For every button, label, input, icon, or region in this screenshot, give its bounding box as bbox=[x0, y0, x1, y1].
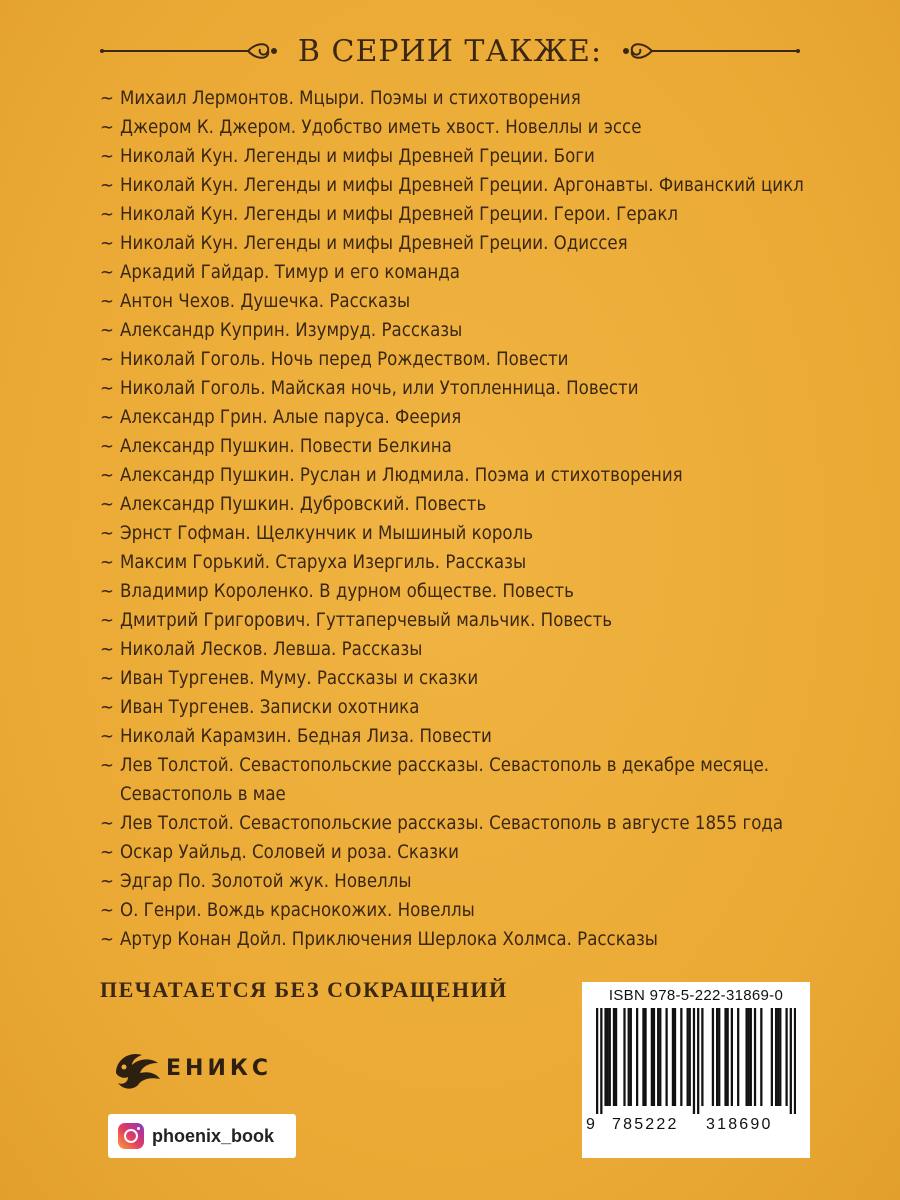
barcode-bar bbox=[636, 1008, 638, 1106]
barcode-bar bbox=[727, 1008, 729, 1106]
instagram-badge[interactable] bbox=[108, 1114, 296, 1158]
list-item: ~ О. Генри. Вождь краснокожих. Новеллы bbox=[100, 900, 475, 921]
barcode-bar bbox=[779, 1008, 781, 1106]
barcode-bar bbox=[642, 1008, 644, 1106]
list-item: ~ Эдгар По. Золотой жук. Новеллы bbox=[100, 871, 412, 892]
list-item: ~ Александр Пушкин. Дубровский. Повесть bbox=[100, 494, 487, 515]
barcode-bar bbox=[760, 1008, 762, 1106]
barcode-bar bbox=[712, 1008, 714, 1106]
barcode-bar bbox=[701, 1008, 703, 1106]
barcode-bar bbox=[777, 1008, 779, 1106]
instagram-handle: phoenix_book bbox=[152, 1125, 275, 1146]
list-item: ~ Александр Пушкин. Руслан и Людмила. Поэма и стихотворения bbox=[100, 465, 683, 486]
phoenix-bird-icon bbox=[108, 1043, 164, 1093]
barcode-bar bbox=[653, 1008, 655, 1106]
barcode-bar bbox=[607, 1008, 609, 1106]
list-item: ~ Иван Тургенев. Муму. Рассказы и сказки bbox=[100, 668, 479, 689]
barcode-bars bbox=[596, 1008, 796, 1114]
barcode-digits-right: 318690 bbox=[706, 1116, 773, 1133]
list-item: ~ Николай Кун. Легенды и мифы Древней Греции. Одиссея bbox=[100, 233, 628, 254]
list-item: ~ Эрнст Гофман. Щелкунчик и Мышиный король bbox=[100, 523, 534, 544]
barcode-bar bbox=[687, 1008, 689, 1106]
barcode-bar bbox=[693, 1008, 695, 1114]
list-item: ~ Александр Грин. Алые паруса. Феерия bbox=[100, 407, 462, 428]
list-item: ~ Лев Толстой. Севастопольские рассказы. Севастополь в августе 1855 года bbox=[100, 813, 784, 834]
barcode-bar bbox=[609, 1008, 611, 1106]
list-item: ~ Артур Конан Дойл. Приключения Шерлока Холмса. Рассказы bbox=[100, 929, 658, 950]
list-item: ~ Николай Кун. Легенды и мифы Древней Греции. Аргонавты. Фиванский цикл bbox=[100, 175, 804, 196]
list-item: ~ Иван Тургенев. Записки охотника bbox=[100, 697, 420, 718]
barcode-bar bbox=[651, 1008, 653, 1106]
list-item: ~ Владимир Короленко. В дурном обществе. Повесть bbox=[100, 581, 574, 602]
barcode-bar bbox=[630, 1008, 632, 1106]
barcode-bar bbox=[680, 1008, 682, 1106]
list-item: ~ Николай Кун. Легенды и мифы Древней Греции. Герои. Геракл bbox=[100, 204, 679, 225]
list-item: ~ Николай Гоголь. Ночь перед Рождеством. Повести bbox=[100, 349, 569, 370]
list-item: ~ Михаил Лермонтов. Мцыри. Поэмы и стихотворения bbox=[100, 88, 581, 109]
list-item: ~ Оскар Уайльд. Соловей и роза. Сказки bbox=[100, 842, 459, 863]
list-item: ~ Дмитрий Григорович. Гуттаперчевый мальчик. Повесть bbox=[100, 610, 613, 631]
publisher-name: ЕНИКС bbox=[166, 1055, 272, 1081]
list-item: ~ Александр Пушкин. Повести Белкина bbox=[100, 436, 452, 457]
list-item: ~ Николай Карамзин. Бедная Лиза. Повести bbox=[100, 726, 492, 747]
barcode-bar bbox=[745, 1008, 747, 1106]
list-item: ~ Николай Гоголь. Майская ночь, или Утопленница. Повести bbox=[100, 378, 639, 399]
barcode-bar bbox=[697, 1008, 699, 1114]
barcode-bar bbox=[689, 1008, 691, 1106]
barcode-bar bbox=[731, 1008, 733, 1106]
barcode-bar bbox=[644, 1008, 646, 1106]
list-item: ~ Николай Кун. Легенды и мифы Древней Греции. Боги bbox=[100, 146, 595, 167]
list-item: ~ Максим Горький. Старуха Изергиль. Рассказы bbox=[100, 552, 527, 573]
left-ornament-icon bbox=[98, 37, 278, 65]
barcode-bar bbox=[613, 1008, 615, 1106]
barcode-bar bbox=[790, 1008, 792, 1114]
list-item: ~ Николай Лесков. Левша. Рассказы bbox=[100, 639, 423, 660]
publisher-logo bbox=[108, 1043, 272, 1093]
barcode-bar bbox=[750, 1008, 752, 1106]
instagram-icon bbox=[118, 1123, 144, 1149]
barcode-bar bbox=[748, 1008, 750, 1106]
barcode-bar bbox=[775, 1008, 777, 1106]
list-item: ~ Аркадий Гайдар. Тимур и его команда bbox=[100, 262, 460, 283]
barcode-bar bbox=[794, 1008, 796, 1114]
list-item: ~ Джером К. Джером. Удобство иметь хвост. Новеллы и эссе bbox=[100, 117, 642, 138]
barcode-bar bbox=[718, 1008, 720, 1106]
list-item: ~ Антон Чехов. Душечка. Рассказы bbox=[100, 291, 411, 312]
barcode-bar bbox=[674, 1008, 676, 1106]
barcode-bar bbox=[754, 1008, 756, 1106]
barcode-bar bbox=[623, 1008, 625, 1106]
isbn-barcode bbox=[582, 982, 810, 1158]
series-book-list bbox=[100, 84, 860, 954]
list-item: ~ Александр Куприн. Изумруд. Рассказы bbox=[100, 320, 463, 341]
unabridged-notice: ПЕЧАТАЕТСЯ БЕЗ СОКРАЩЕНИЙ bbox=[100, 977, 508, 1002]
barcode-bar bbox=[785, 1008, 787, 1106]
barcode-bar bbox=[724, 1008, 726, 1106]
barcode-digit-lead: 9 bbox=[586, 1116, 595, 1133]
barcode-digits-left: 785222 bbox=[612, 1116, 679, 1133]
list-item: ~ Лев Толстой. Севастопольские рассказы. Севастополь в декабре месяце. Севастополь в мае bbox=[100, 751, 860, 809]
isbn-label: ISBN 978-5-222-31869-0 bbox=[608, 987, 784, 1004]
barcode-bar bbox=[600, 1008, 602, 1114]
barcode-bar bbox=[596, 1008, 598, 1114]
barcode-bar bbox=[737, 1008, 739, 1106]
barcode-bar bbox=[665, 1008, 667, 1106]
barcode-bar bbox=[672, 1008, 674, 1106]
series-title: В СЕРИИ ТАКЖЕ: bbox=[297, 33, 603, 69]
list-item-continuation: Севастополь в мае bbox=[120, 784, 286, 805]
barcode-bar bbox=[771, 1008, 773, 1106]
barcode-bar bbox=[659, 1008, 661, 1106]
right-ornament-icon bbox=[622, 37, 802, 65]
barcode-bar bbox=[615, 1008, 617, 1106]
barcode-bar bbox=[628, 1008, 630, 1106]
barcode-bar bbox=[716, 1008, 718, 1106]
barcode-bar bbox=[604, 1008, 606, 1106]
series-header bbox=[0, 24, 900, 78]
barcode-bar bbox=[657, 1008, 659, 1106]
